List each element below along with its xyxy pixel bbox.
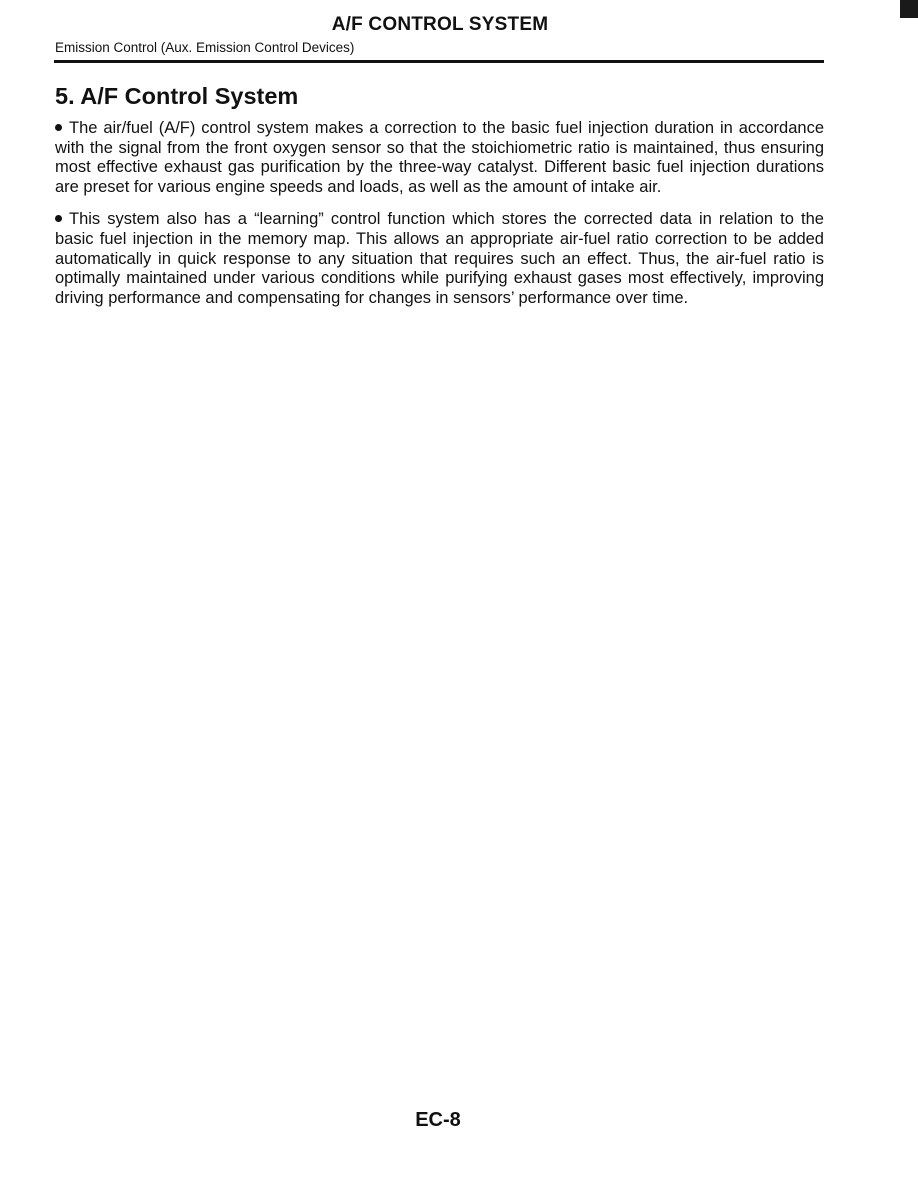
- bullet-icon: [55, 215, 62, 222]
- scan-corner-mark: [900, 0, 918, 18]
- page-header-title: A/F CONTROL SYSTEM: [331, 14, 549, 35]
- header-divider: [54, 60, 824, 63]
- section-body: [55, 119, 824, 321]
- bullet-icon: [55, 124, 62, 131]
- page-number: EC-8: [415, 1109, 461, 1131]
- paragraph-2: [55, 210, 824, 308]
- paragraph-2-text: This system also has a “learning” control function which stores the corrected data in relation to the basic fuel injection in the memory map. This allows an appropriate air-fuel ratio correction to be added automatically in quick response to any situation that requires such an effect. Thus, the air-fuel ratio is optimally maintained under various conditions while purifying exhaust gases most effectively, improving driving performance and compensating for changes in sensors’ performance over time.: [55, 210, 824, 307]
- page-header-subtitle: Emission Control (Aux. Emission Control Devices): [55, 40, 355, 55]
- paragraph-1: [55, 119, 824, 197]
- paragraph-1-text: The air/fuel (A/F) control system makes a correction to the basic fuel injection duration in accordance with the signal from the front oxygen sensor so that the stoichiometric ratio is maintained, thus ensuring most effective exhaust gas purification by the three-way catalyst. Different basic fuel injection durations are preset for various engine speeds and loads, as well as the amount of intake air.: [55, 119, 824, 196]
- section-heading: 5. A/F Control System: [55, 83, 299, 109]
